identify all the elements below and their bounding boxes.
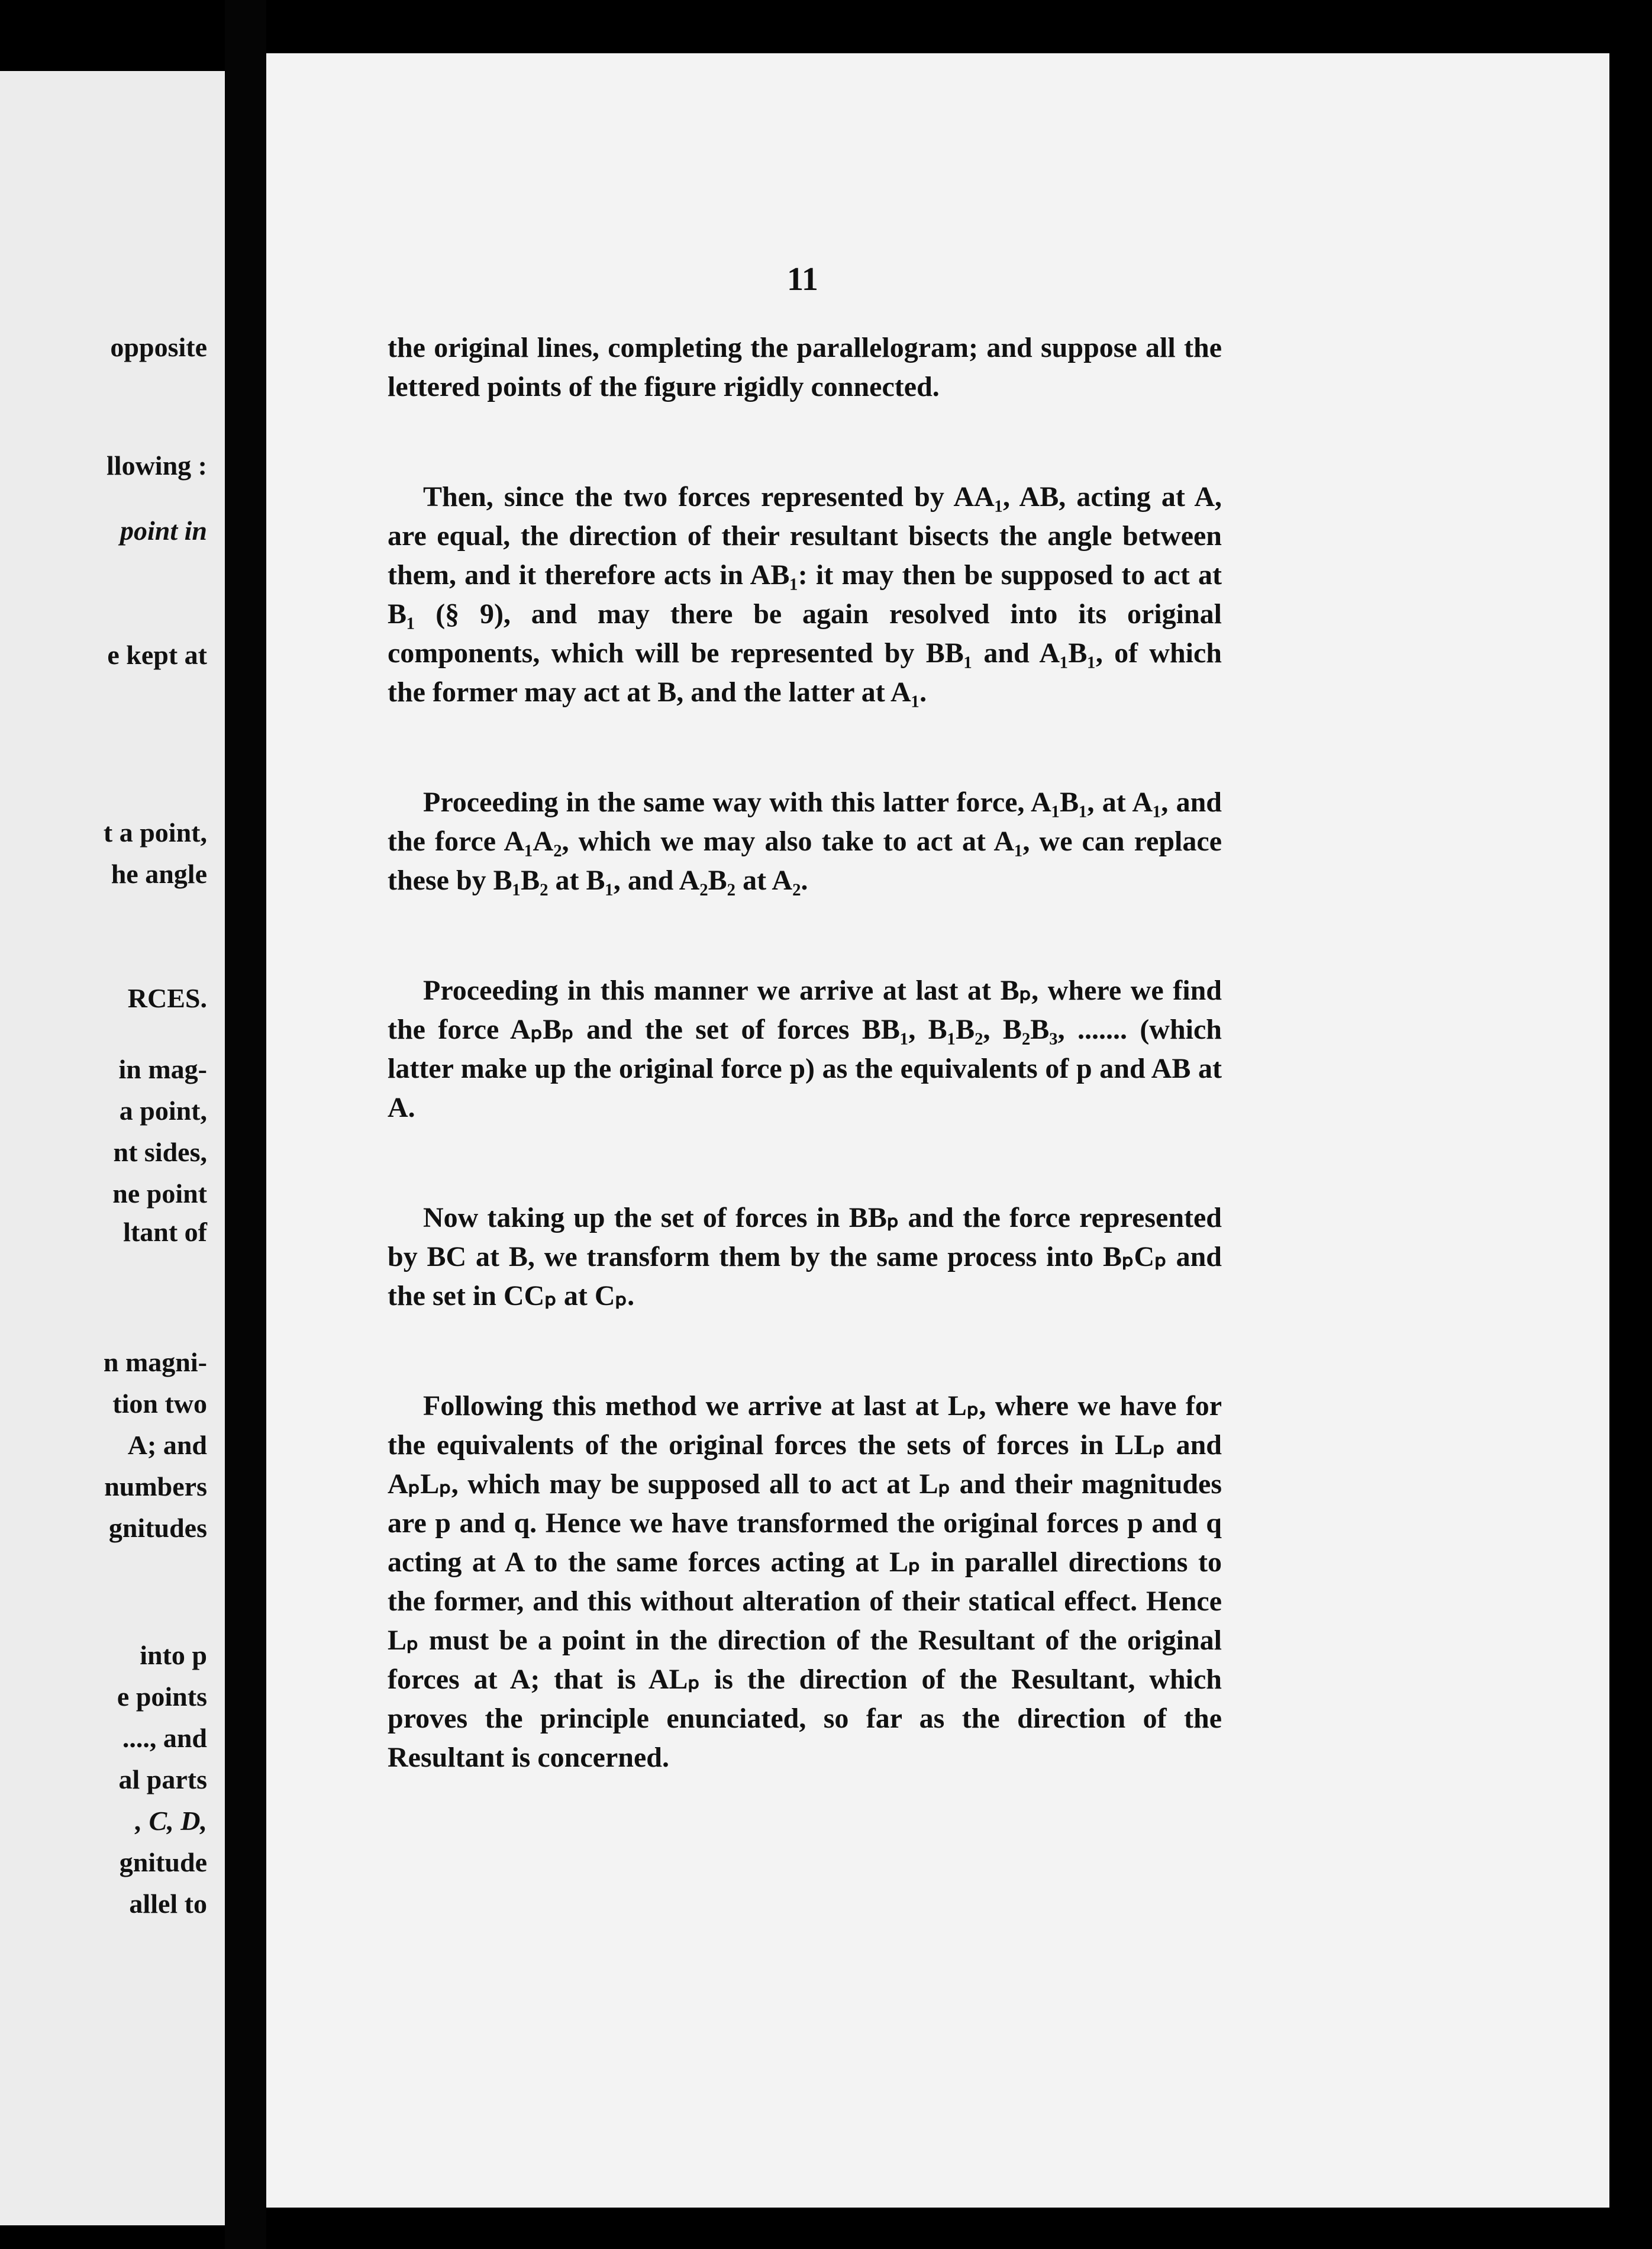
fragment: into p [140, 1640, 207, 1670]
fragment: ne point [112, 1178, 207, 1209]
paragraph: Proceeding in this manner we arrive at last at Bₚ, where we find the force AₚBₚ and the set of forces BB₁, B₁B₂, B₂B₃, ....... (which latter make up the original force p) as the equivalents of p and AB at A. [388, 975, 1222, 1123]
page-number: 11 [787, 261, 818, 298]
fragment: n magni- [103, 1347, 207, 1377]
fragment: e points [117, 1681, 207, 1712]
paragraph: Now taking up the set of forces in BBₚ and the force represented by BC at B, we transform them by the same process into BₚCₚ and the set in CCₚ at Cₚ. [388, 1202, 1222, 1312]
fragment: , C, D, [135, 1806, 207, 1836]
fragment: ...., and [122, 1723, 207, 1753]
fragment: tion two [112, 1388, 207, 1419]
paragraph: Then, since the two forces represented by AA₁, AB, acting at A, are equal, the direction of their resultant bisects the angle between them, and it therefore acts in AB₁: it may then be supposed to act at B₁ (§ 9), and may there be again resolved into its original components, which will be represented by BB₁ and A₁B₁, of which the former may act at B, and the latter at A₁. [388, 481, 1222, 708]
book-gutter [225, 0, 266, 2249]
fragment: e kept at [107, 640, 207, 670]
fragment: in mag- [118, 1054, 207, 1084]
fragment: point in [120, 515, 207, 546]
paragraph: Proceeding in the same way with this latter force, A₁B₁, at A₁, and the force A₁A₂, which we may also take to act at A₁, we can replace these by B₁B₂ at B₁, and A₂B₂ at A₂. [388, 787, 1222, 896]
fragment: opposite [110, 332, 207, 362]
fragment: a point, [119, 1095, 207, 1126]
fragment: RCES. [127, 983, 207, 1013]
fragment: al parts [118, 1764, 207, 1794]
fragment: nt sides, [113, 1137, 207, 1167]
page-body [388, 328, 1222, 1848]
paragraph: the original lines, completing the parallelogram; and suppose all the lettered points of the figure rigidly connected. [388, 332, 1222, 402]
fragment: gnitude [119, 1847, 207, 1877]
previous-page-edge [0, 71, 225, 2225]
fragment: A; and [127, 1430, 207, 1460]
paragraph: Following this method we arrive at last at Lₚ, where we have for the equivalents of the original forces the sets of forces in LLₚ and AₚLₚ, which may be supposed all to act at Lₚ and their magnitudes are p and q. Hence we have transformed the original forces p and q acting at A to the same forces acting at Lₚ in parallel directions to the former, and this without alteration of their statical effect. Hence Lₚ must be a point in the direction of the Resultant of the original forces at A; that is ALₚ is the direction of the Resultant, which proves the principle enunciated, so far as the direction of the Resultant is concerned. [388, 1390, 1222, 1773]
fragment: t a point, [103, 817, 207, 848]
fragment: llowing : [107, 450, 207, 481]
fragment: allel to [129, 1889, 207, 1919]
fragment: ltant of [123, 1217, 207, 1247]
fragment: he angle [111, 859, 207, 889]
fragment: numbers [104, 1471, 207, 1502]
fragment: gnitudes [108, 1513, 207, 1543]
